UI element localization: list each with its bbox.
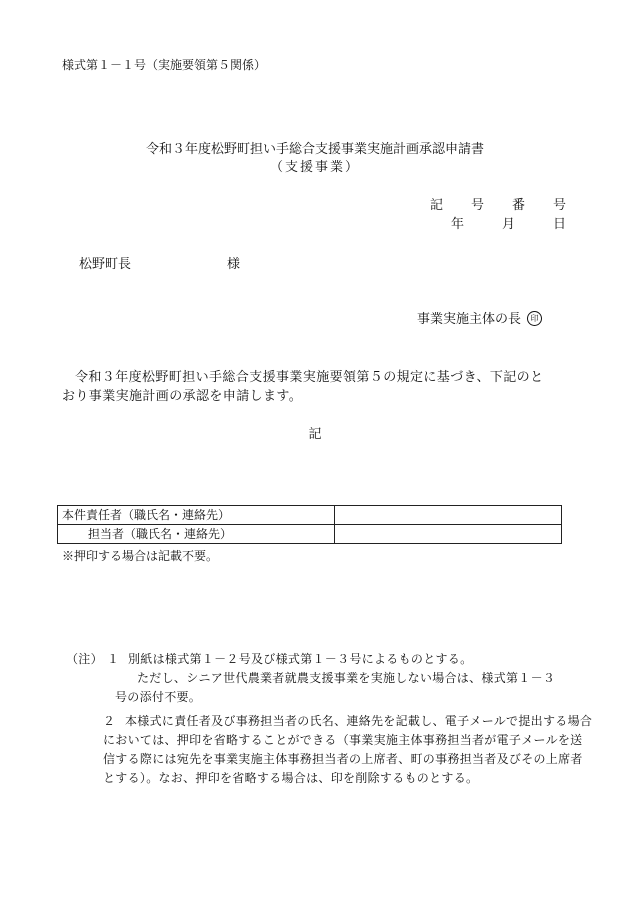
- seal-icon: 印: [527, 311, 542, 326]
- document-number-row: [430, 199, 566, 212]
- note-line: 信する際には宛先を事業実施主体事務担当者の上席者、町の事務担当者及びその上席者: [103, 752, 583, 766]
- document-subtitle: （支援事業）: [269, 160, 360, 175]
- note-line: 号の添付不要。: [115, 690, 202, 704]
- applicant-title: 事業実施主体の長: [417, 312, 522, 327]
- contact-person-label: 担当者（職氏名・連絡先）: [58, 525, 335, 544]
- addressee-honorific: 様: [227, 257, 241, 272]
- doc-number-char: 号: [552, 198, 566, 213]
- doc-number-char: 号: [470, 198, 484, 213]
- table-note: ※押印する場合は記載不要。: [62, 549, 219, 563]
- note-number: １: [107, 652, 120, 666]
- notes-prefix: （注）: [66, 652, 103, 666]
- date-day: 日: [552, 217, 566, 232]
- contact-table: [57, 505, 562, 544]
- body-line: おり事業実施計画の承認を申請します。: [62, 389, 303, 404]
- date-month: 月: [501, 217, 515, 232]
- ki-heading: 記: [308, 427, 322, 442]
- body-line: 令和３年度松野町担い手総合支援事業実施要領第５の規定に基づき、下記のと: [75, 370, 544, 385]
- application-body: [62, 368, 572, 406]
- table-row: [58, 525, 562, 544]
- responsible-person-value[interactable]: [335, 506, 562, 525]
- note-line: においては、押印を省略することができる（事業実施主体事務担当者が電子メールを送: [103, 733, 583, 747]
- responsible-person-label: 本件責任者（職氏名・連絡先）: [58, 506, 335, 525]
- document-title: 令和３年度松野町担い手総合支援事業実施計画承認申請書: [145, 142, 484, 157]
- date-row: [451, 218, 566, 231]
- date-year: 年: [450, 217, 464, 232]
- doc-number-char: 番: [511, 198, 525, 213]
- note-line: 本様式に責任者及び事務担当者の氏名、連絡先を記載し、電子メールで提出する場合: [125, 714, 593, 728]
- form-number: 様式第１－１号（実施要領第５関係）: [62, 58, 267, 72]
- note-line: とする）。なお、押印を省略する場合は、印を削除するものとする。: [103, 771, 479, 785]
- note-number: ２: [103, 714, 116, 728]
- doc-number-char: 記: [429, 198, 443, 213]
- table-row: [58, 506, 562, 525]
- contact-person-value[interactable]: [335, 525, 562, 544]
- note-line: ただし、シニア世代農業者就農支援事業を実施しない場合は、様式第１－３: [137, 671, 556, 685]
- note-line: 別紙は様式第１－２号及び様式第１－３号によるものとする。: [128, 652, 473, 666]
- addressee: 松野町長: [79, 257, 132, 272]
